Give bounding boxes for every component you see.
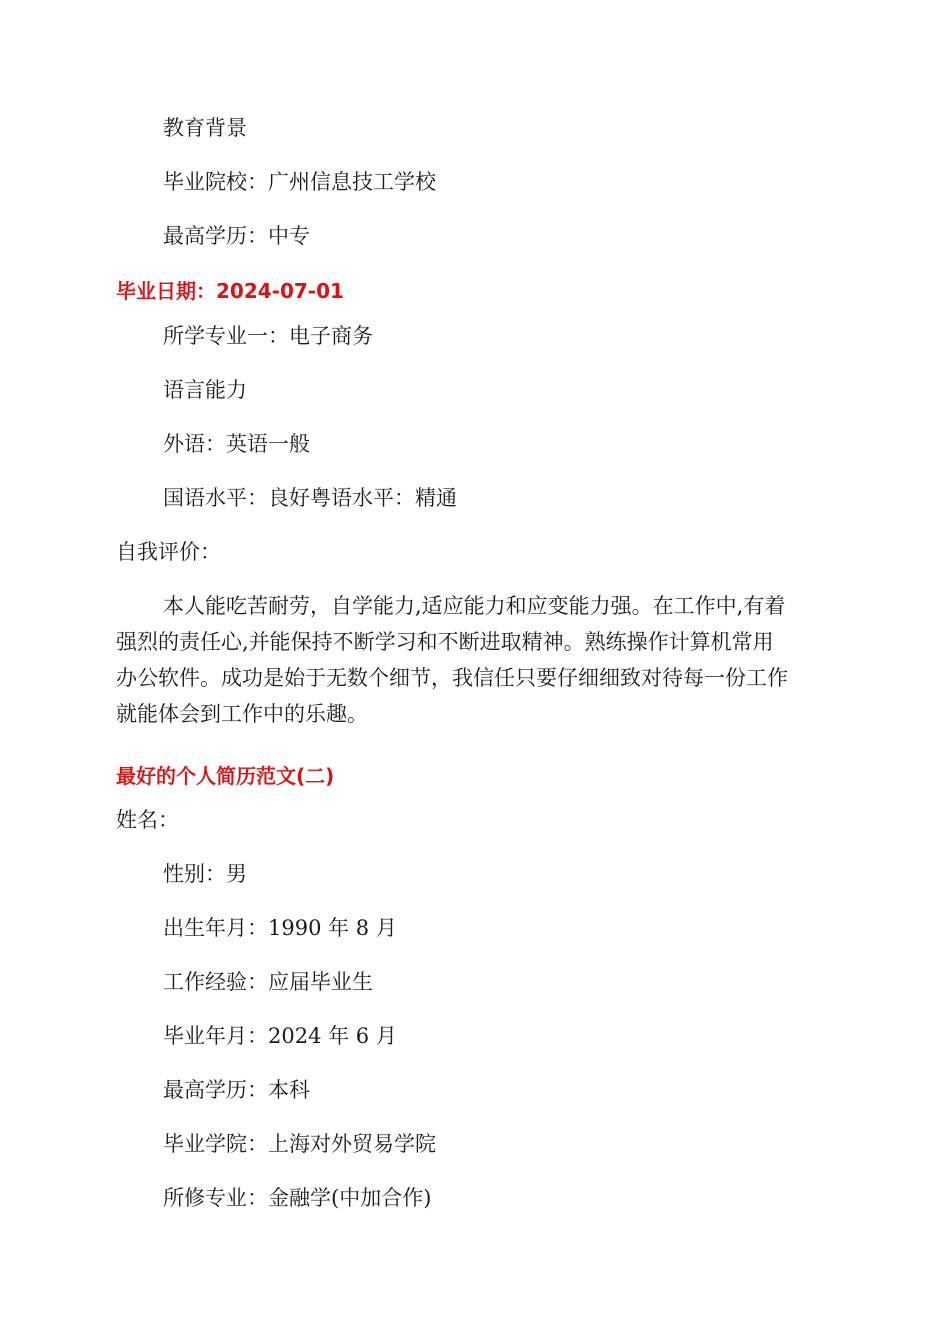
grad-month-line: 毕业年月：2024 年 6 月 [163, 1024, 397, 1048]
self-eval-title: 自我评价： [116, 540, 221, 564]
mandarin-cantonese-line: 国语水平：良好粤语水平：精通 [163, 486, 457, 510]
self-eval-line-1: 本人能吃苦耐劳，自学能力,适应能力和应变能力强。在工作中,有着 [163, 594, 786, 618]
major-line: 所学专业一：电子商务 [163, 324, 373, 348]
birth-line: 出生年月：1990 年 8 月 [163, 916, 397, 940]
self-eval-line-4: 就能体会到工作中的乐趣。 [116, 702, 368, 726]
language-title: 语言能力 [163, 378, 247, 402]
self-eval-line-3: 办公软件。成功是始于无数个细节，我信任只要仔细细致对待每一份工作 [116, 666, 788, 690]
self-eval-paragraph [116, 588, 836, 732]
resume2-heading: 最好的个人简历范文(二) [116, 764, 335, 788]
school2-line: 毕业学院：上海对外贸易学院 [163, 1132, 436, 1156]
experience-line: 工作经验：应届毕业生 [163, 970, 373, 994]
school-line: 毕业院校：广州信息技工学校 [163, 170, 436, 194]
self-eval-line-2: 强烈的责任心,并能保持不断学习和不断进取精神。熟练操作计算机常用 [116, 630, 774, 654]
education-title: 教育背景 [163, 116, 247, 140]
highest-degree-line: 最高学历：中专 [163, 224, 310, 248]
graduation-date-heading: 毕业日期：2024-07-01 [116, 279, 344, 303]
gender-line: 性别：男 [163, 862, 247, 886]
foreign-language-line: 外语：英语一般 [163, 432, 310, 456]
major2-line: 所修专业：金融学(中加合作) [163, 1186, 432, 1210]
degree2-line: 最高学历：本科 [163, 1078, 310, 1102]
name-line: 姓名： [116, 808, 179, 832]
